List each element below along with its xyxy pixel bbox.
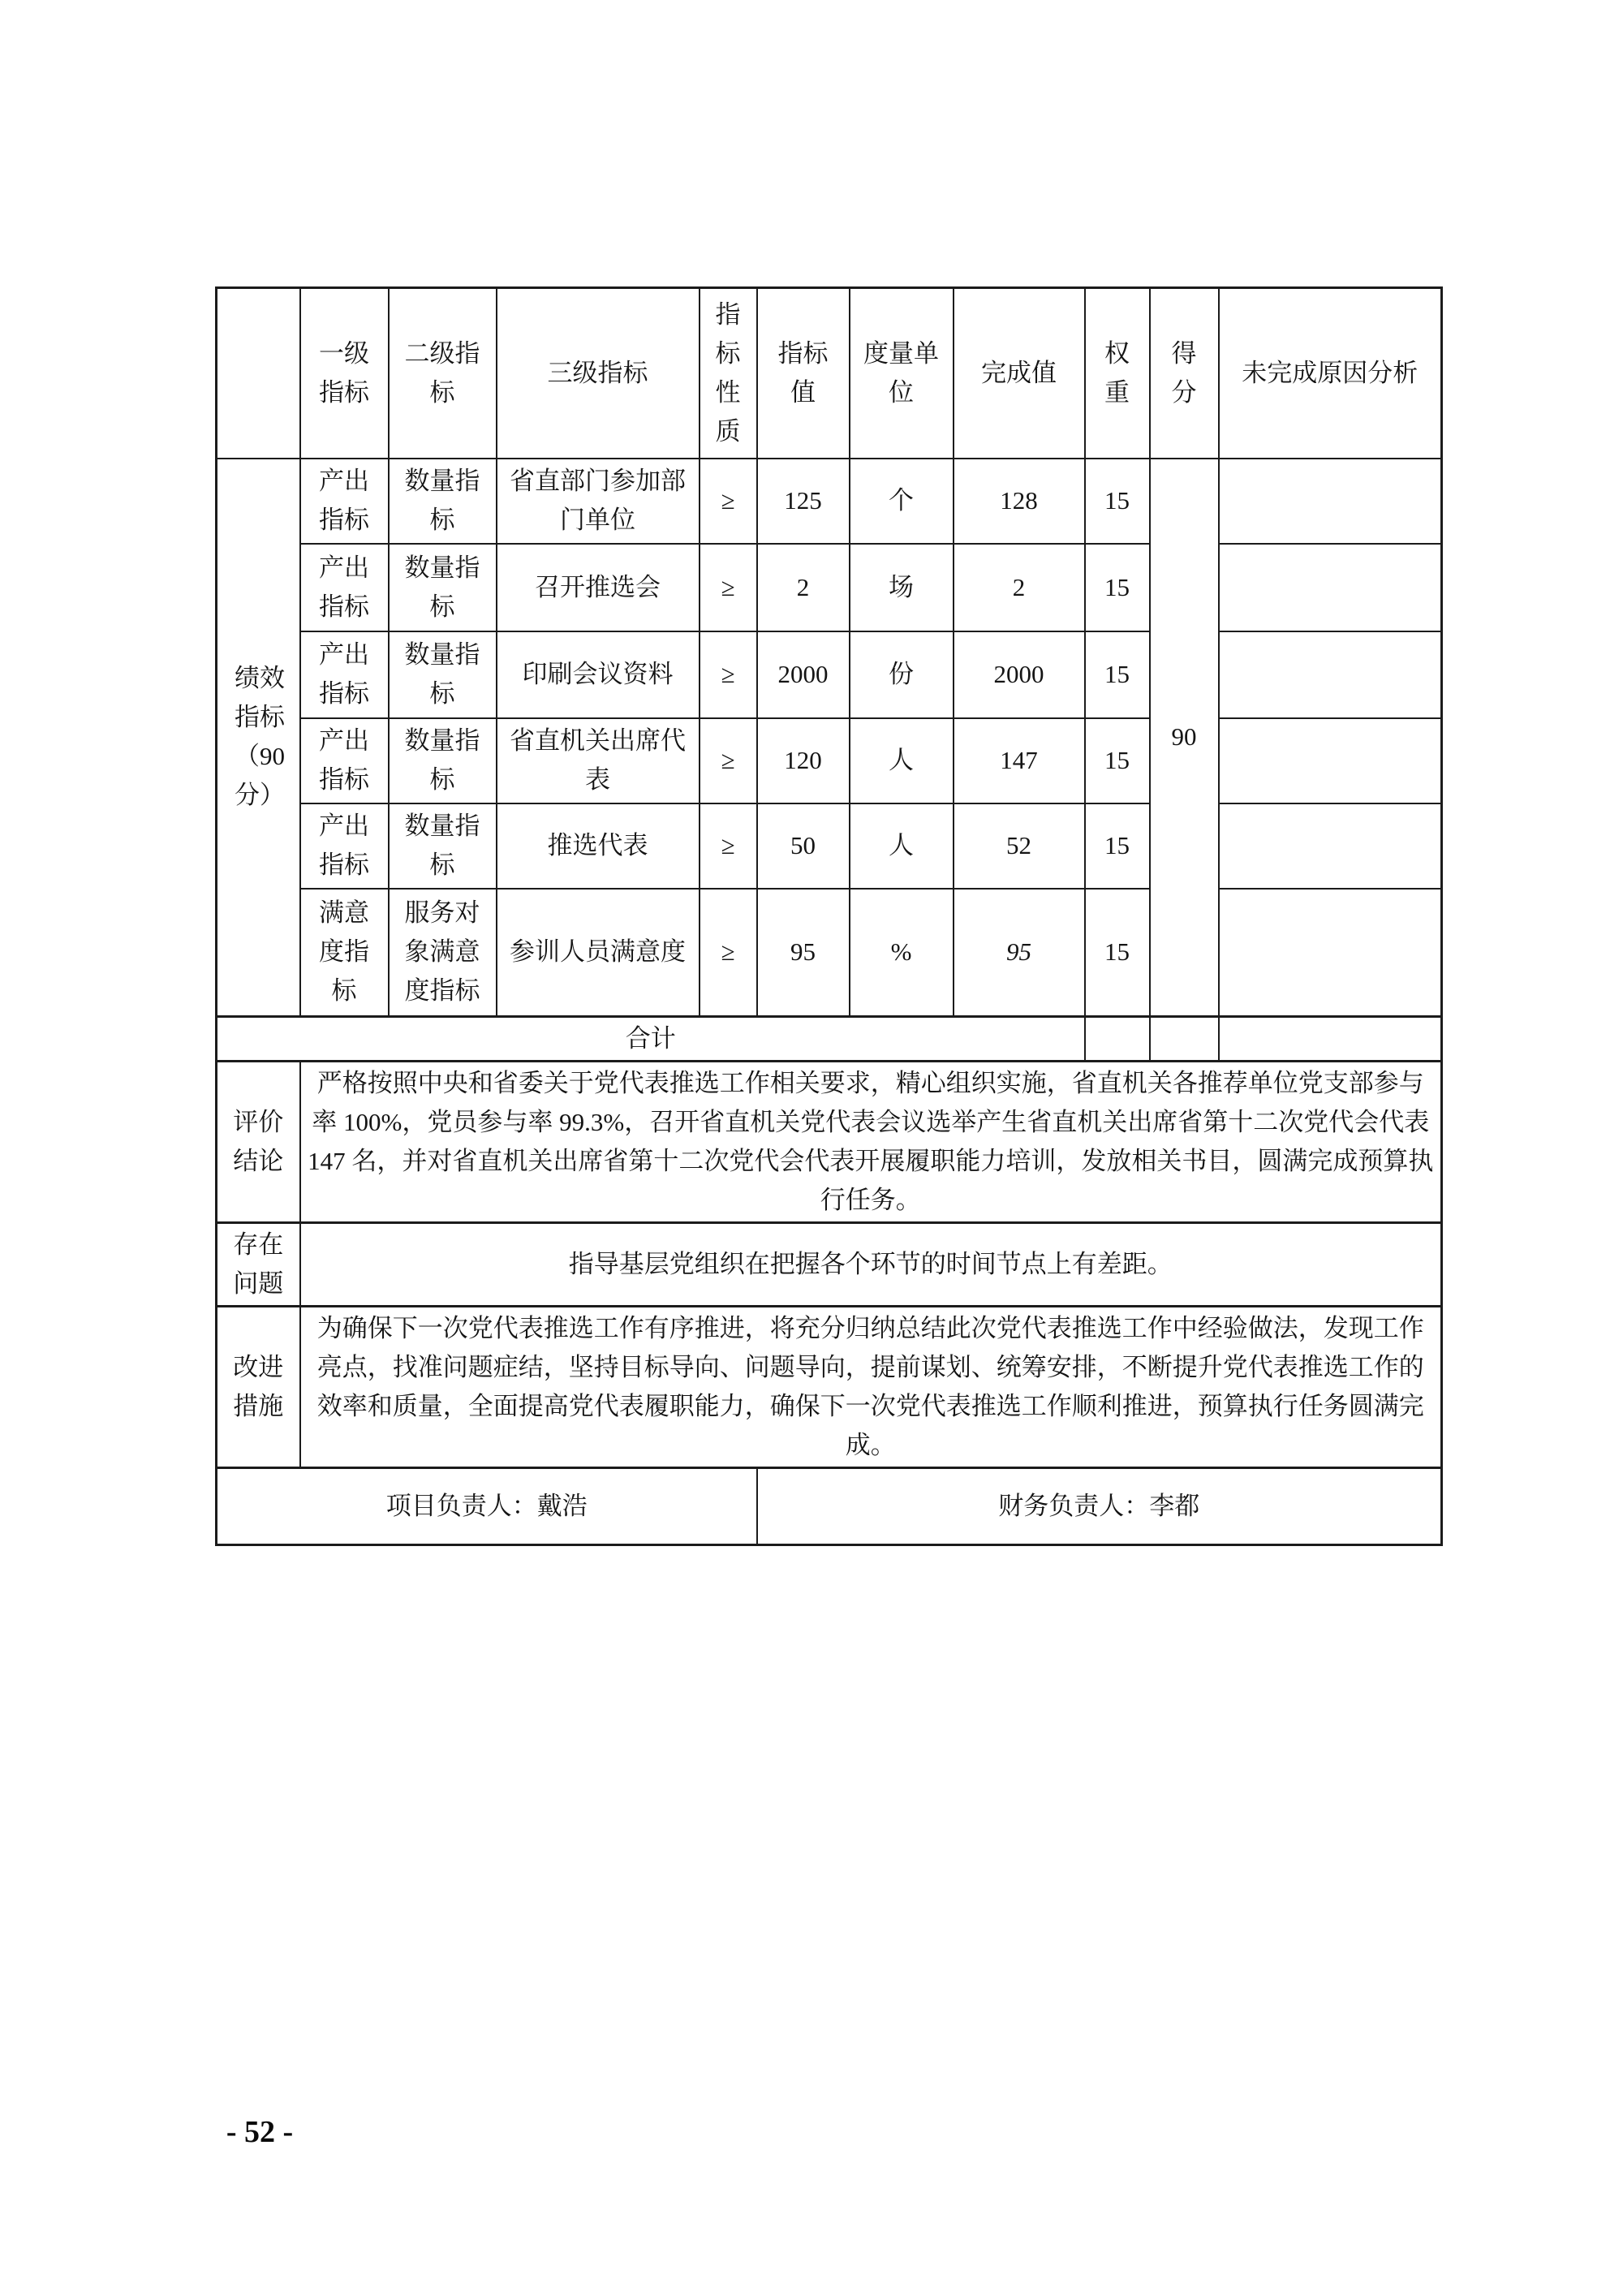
row5-reason (1219, 889, 1442, 1017)
row1-weight: 15 (1085, 544, 1150, 631)
row3-target: 120 (757, 718, 850, 803)
row4-level2: 数量指标 (389, 803, 497, 889)
header-unit (850, 288, 954, 459)
evaluation-conclusion-label: 评价结论 (217, 1062, 300, 1223)
header-unit-label: 度量单位 (863, 338, 939, 407)
improvement-measures-row (217, 1307, 1442, 1468)
header-level3: 三级指标 (497, 288, 700, 459)
row2-level2: 数量指标 (389, 631, 497, 718)
evaluation-conclusion-text: 严格按照中央和省委关于党代表推选工作相关要求，精心组织实施，省直机关各推荐单位党支部参与率 100%，党员参与率 99.3%，召开省直机关党代表会议选举产生省直机关出席省第十二次党代会代表 147 名，并对省直机关出席省第十二次党代会代表开展履职能力培训，发放相关书目，圆满完成预算执行任务。 (300, 1062, 1442, 1223)
row4-target: 50 (757, 803, 850, 889)
row0-actual: 128 (954, 459, 1085, 544)
header-reason: 未完成原因分析 (1219, 288, 1442, 459)
header-score-label: 得分 (1171, 338, 1197, 407)
row4-unit: 人 (850, 803, 954, 889)
row3-reason (1219, 718, 1442, 803)
row1-actual: 2 (954, 544, 1085, 631)
header-level1 (300, 288, 389, 459)
header-weight-label: 权重 (1104, 338, 1130, 407)
row1-nature: ≥ (700, 544, 757, 631)
performance-indicator-table (215, 286, 1443, 1546)
existing-problems-text: 指导基层党组织在把握各个环节的时间节点上有差距。 (300, 1223, 1442, 1307)
header-score (1150, 288, 1219, 459)
row1-level1: 产出指标 (300, 544, 389, 631)
row1-unit: 场 (850, 544, 954, 631)
row5-level1: 满意度指标 (300, 889, 389, 1017)
total-score-cell (1150, 1017, 1219, 1062)
total-weight-cell (1085, 1017, 1150, 1062)
total-reason-cell (1219, 1017, 1442, 1062)
row4-level1: 产出指标 (300, 803, 389, 889)
header-weight (1085, 288, 1150, 459)
row1-target: 2 (757, 544, 850, 631)
row5-level2: 服务对象满意度指标 (389, 889, 497, 1017)
row5-actual: 95 (954, 889, 1085, 1017)
finance-manager-signature: 财务负责人：李都 (757, 1468, 1442, 1545)
row4-actual: 52 (954, 803, 1085, 889)
header-level2-label: 二级指标 (404, 338, 480, 407)
row2-reason (1219, 631, 1442, 718)
project-manager-signature: 项目负责人：戴浩 (217, 1468, 757, 1545)
row5-unit: % (850, 889, 954, 1017)
row0-nature: ≥ (700, 459, 757, 544)
table-row (217, 803, 1442, 889)
row4-nature: ≥ (700, 803, 757, 889)
total-row (217, 1017, 1442, 1062)
row2-actual: 2000 (954, 631, 1085, 718)
row2-level1: 产出指标 (300, 631, 389, 718)
row0-level3: 省直部门参加部门单位 (497, 459, 700, 544)
header-target-label: 指标值 (777, 338, 829, 407)
evaluation-conclusion-row (217, 1062, 1442, 1223)
group-label-cell (217, 459, 300, 1017)
existing-problems-label: 存在问题 (217, 1223, 300, 1307)
total-label-cell: 合计 (217, 1017, 1085, 1062)
existing-problems-row (217, 1223, 1442, 1307)
table-row (217, 718, 1442, 803)
row4-level3: 推选代表 (497, 803, 700, 889)
row3-level1: 产出指标 (300, 718, 389, 803)
row1-reason (1219, 544, 1442, 631)
row3-weight: 15 (1085, 718, 1150, 803)
row3-unit: 人 (850, 718, 954, 803)
table-header-row (217, 288, 1442, 459)
row3-actual: 147 (954, 718, 1085, 803)
row4-weight: 15 (1085, 803, 1150, 889)
row2-target: 2000 (757, 631, 850, 718)
header-empty-cell (217, 288, 300, 459)
row1-level3: 召开推选会 (497, 544, 700, 631)
header-level2 (389, 288, 497, 459)
row0-reason (1219, 459, 1442, 544)
group-label: 绩效指标（90分） (235, 664, 285, 810)
header-target (757, 288, 850, 459)
row0-unit: 个 (850, 459, 954, 544)
row1-level2: 数量指标 (389, 544, 497, 631)
row0-level2: 数量指标 (389, 459, 497, 544)
table-row (217, 631, 1442, 718)
page-number: - 52 - (226, 2115, 294, 2149)
row4-reason (1219, 803, 1442, 889)
row2-unit: 份 (850, 631, 954, 718)
header-level1-label: 一级指标 (319, 338, 369, 407)
row2-weight: 15 (1085, 631, 1150, 718)
table-row (217, 459, 1442, 544)
header-nature-label: 指标性质 (715, 299, 741, 446)
row5-target: 95 (757, 889, 850, 1017)
row3-level2: 数量指标 (389, 718, 497, 803)
row0-level1: 产出指标 (300, 459, 389, 544)
header-actual: 完成值 (954, 288, 1085, 459)
row3-nature: ≥ (700, 718, 757, 803)
row5-weight: 15 (1085, 889, 1150, 1017)
signature-row (217, 1468, 1442, 1545)
row0-target: 125 (757, 459, 850, 544)
row2-nature: ≥ (700, 631, 757, 718)
row5-level3: 参训人员满意度 (497, 889, 700, 1017)
row5-nature: ≥ (700, 889, 757, 1017)
group-score-cell: 90 (1150, 459, 1219, 1017)
row3-level3: 省直机关出席代表 (497, 718, 700, 803)
row2-level3: 印刷会议资料 (497, 631, 700, 718)
improvement-measures-text: 为确保下一次党代表推选工作有序推进，将充分归纳总结此次党代表推选工作中经验做法，发现工作亮点，找准问题症结，坚持目标导向、问题导向，提前谋划、统筹安排，不断提升党代表推选工作的效率和质量，全面提高党代表履职能力，确保下一次党代表推选工作顺利推进，预算执行任务圆满完成。 (300, 1307, 1442, 1468)
table-row (217, 544, 1442, 631)
table-row (217, 889, 1442, 1017)
improvement-measures-label: 改进措施 (217, 1307, 300, 1468)
row0-weight: 15 (1085, 459, 1150, 544)
header-nature (700, 288, 757, 459)
